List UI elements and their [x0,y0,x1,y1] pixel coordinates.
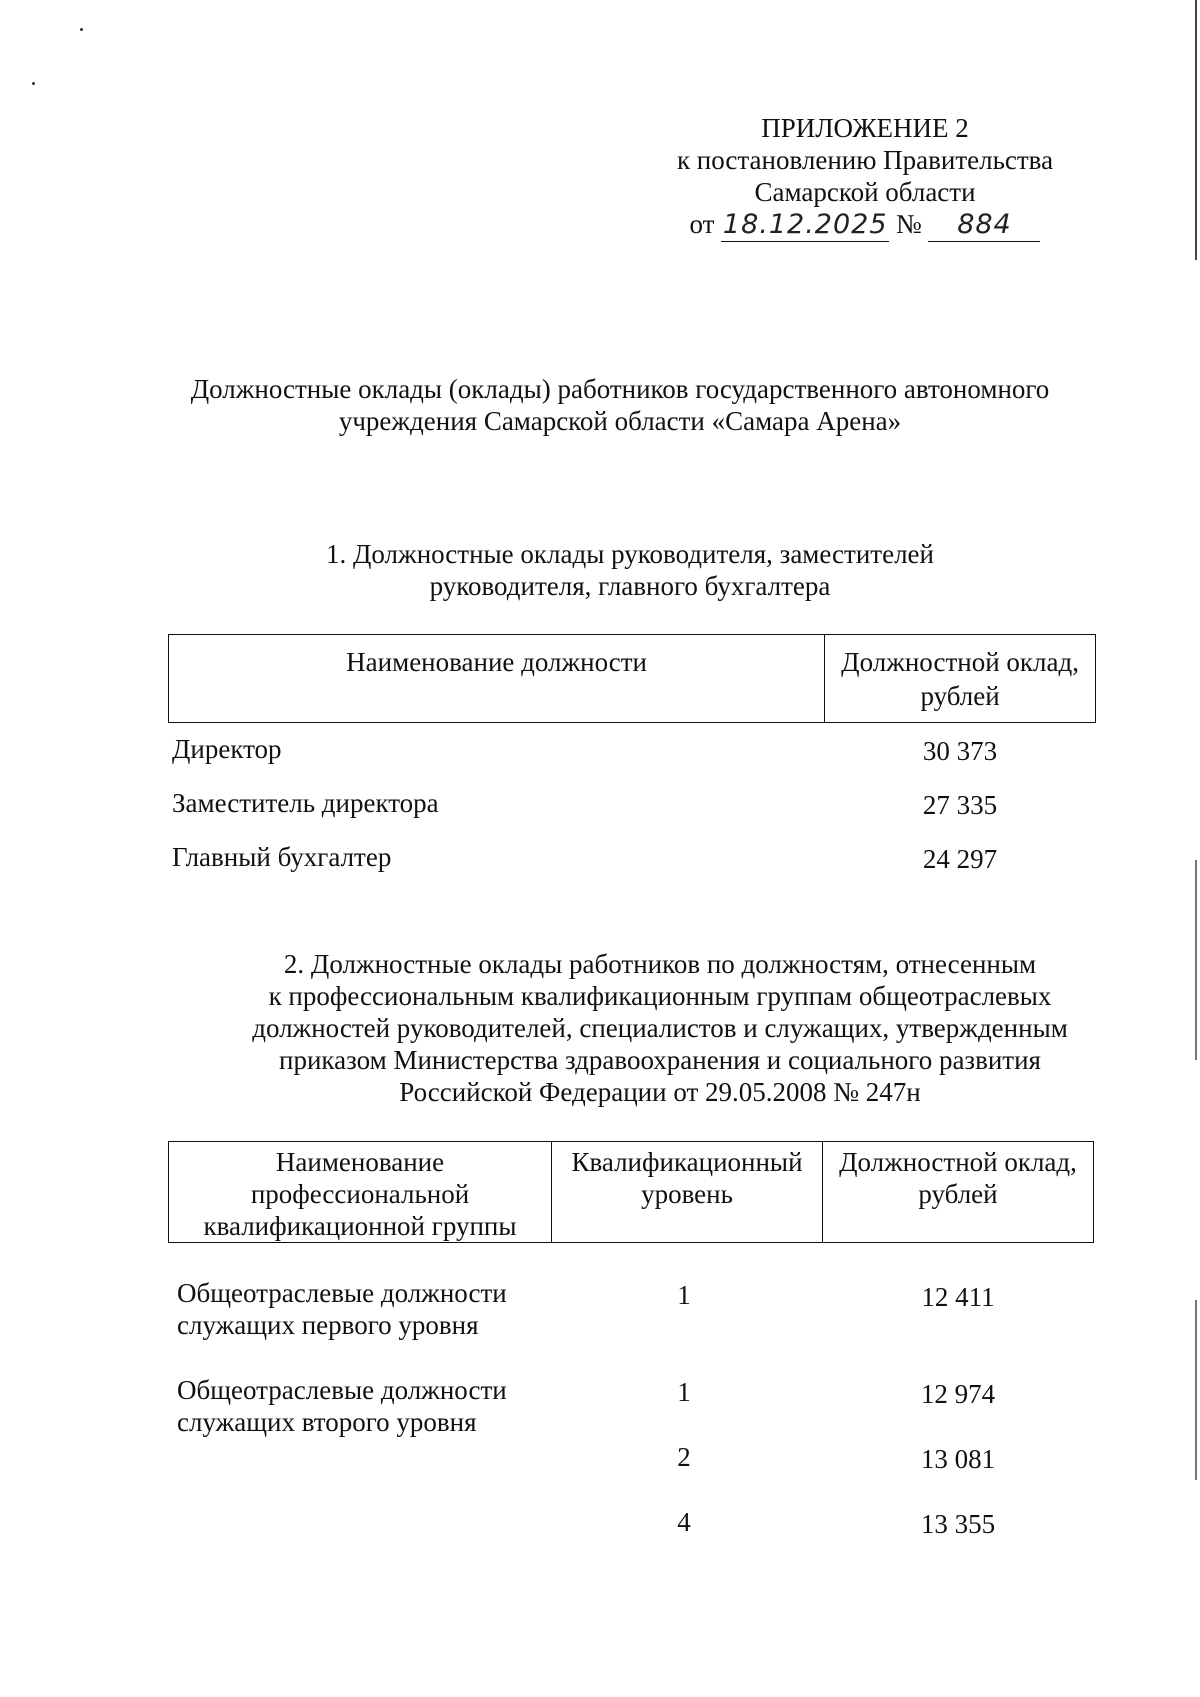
col-header-position: Наименование должности [169,635,825,723]
section2-heading-line2: к профессиональным квалификационным группам общеотраслевых [268,981,1052,1011]
appendix-line2: Самарской области [754,177,976,207]
group-name: Общеотраслевые должности служащих второго уровня [177,1375,507,1437]
col-header-salary: Должностной оклад, рублей [823,1142,1094,1243]
section2-heading [200,948,1120,1108]
appendix-date-line [640,208,1090,240]
group-name: Общеотраслевые должности служащих первого уровня [177,1278,507,1340]
document-title [150,373,1090,437]
section1-heading-line1: 1. Должностные оклады руководителя, заместителей [326,539,934,569]
date-field [721,208,889,242]
date-handwritten: 18.12.2025 [722,209,888,240]
section2-heading-line1: 2. Должностные оклады работников по должностям, отнесенным [283,949,1037,979]
table-row-salary: 27 335 [922,790,998,820]
appendix-title: ПРИЛОЖЕНИЕ 2 [761,113,969,143]
section1-heading-line2: руководителя, главного бухгалтера [429,571,831,601]
section2-heading-line5: Российской Федерации от 29.05.2008 № 247н [399,1077,921,1107]
scan-speck [32,82,35,85]
qualification-level: 1 [677,1280,691,1310]
col-header-salary: Должностной оклад, рублей [825,635,1096,723]
col-header-level: Квалификационный уровень [552,1142,823,1243]
table-row-salary: 24 297 [922,844,998,874]
section1-table-header [168,634,1096,723]
qualification-level: 2 [677,1442,691,1472]
group-salary: 12 411 [921,1282,995,1312]
group-salary: 13 081 [920,1444,996,1474]
col-header-group: Наименование профессиональной квалификационной группы [169,1142,552,1243]
scan-edge-line [1195,1300,1197,1480]
appendix-line1: к постановлению Правительства [676,145,1054,175]
number-sign: № [895,209,922,239]
scan-edge-line [1195,860,1197,1060]
qualification-level: 1 [677,1377,691,1407]
section2-table-header [168,1141,1094,1243]
date-prefix: от [689,209,715,239]
appendix-header [640,112,1090,240]
qualification-level: 4 [677,1507,691,1537]
table-row-salary: 30 373 [922,736,998,766]
section2-heading-line4: приказом Министерства здравоохранения и социального развития [279,1045,1041,1075]
number-field [928,208,1040,242]
table-row-name: Заместитель директора [172,788,439,818]
group-salary: 13 355 [920,1509,996,1539]
group-salary: 12 974 [920,1379,996,1409]
title-line1: Должностные оклады (оклады) работников государственного автономного [190,374,1050,404]
number-handwritten: 884 [957,209,1012,240]
table-row-name: Директор [172,734,282,764]
section2-heading-line3: должностей руководителей, специалистов и служащих, утвержденным [252,1013,1068,1043]
title-line2: учреждения Самарской области «Самара Арена» [338,406,902,436]
section1-heading [240,538,1020,602]
scan-edge-line [1195,0,1197,260]
scan-speck [80,28,83,31]
table-row-name: Главный бухгалтер [172,842,392,872]
